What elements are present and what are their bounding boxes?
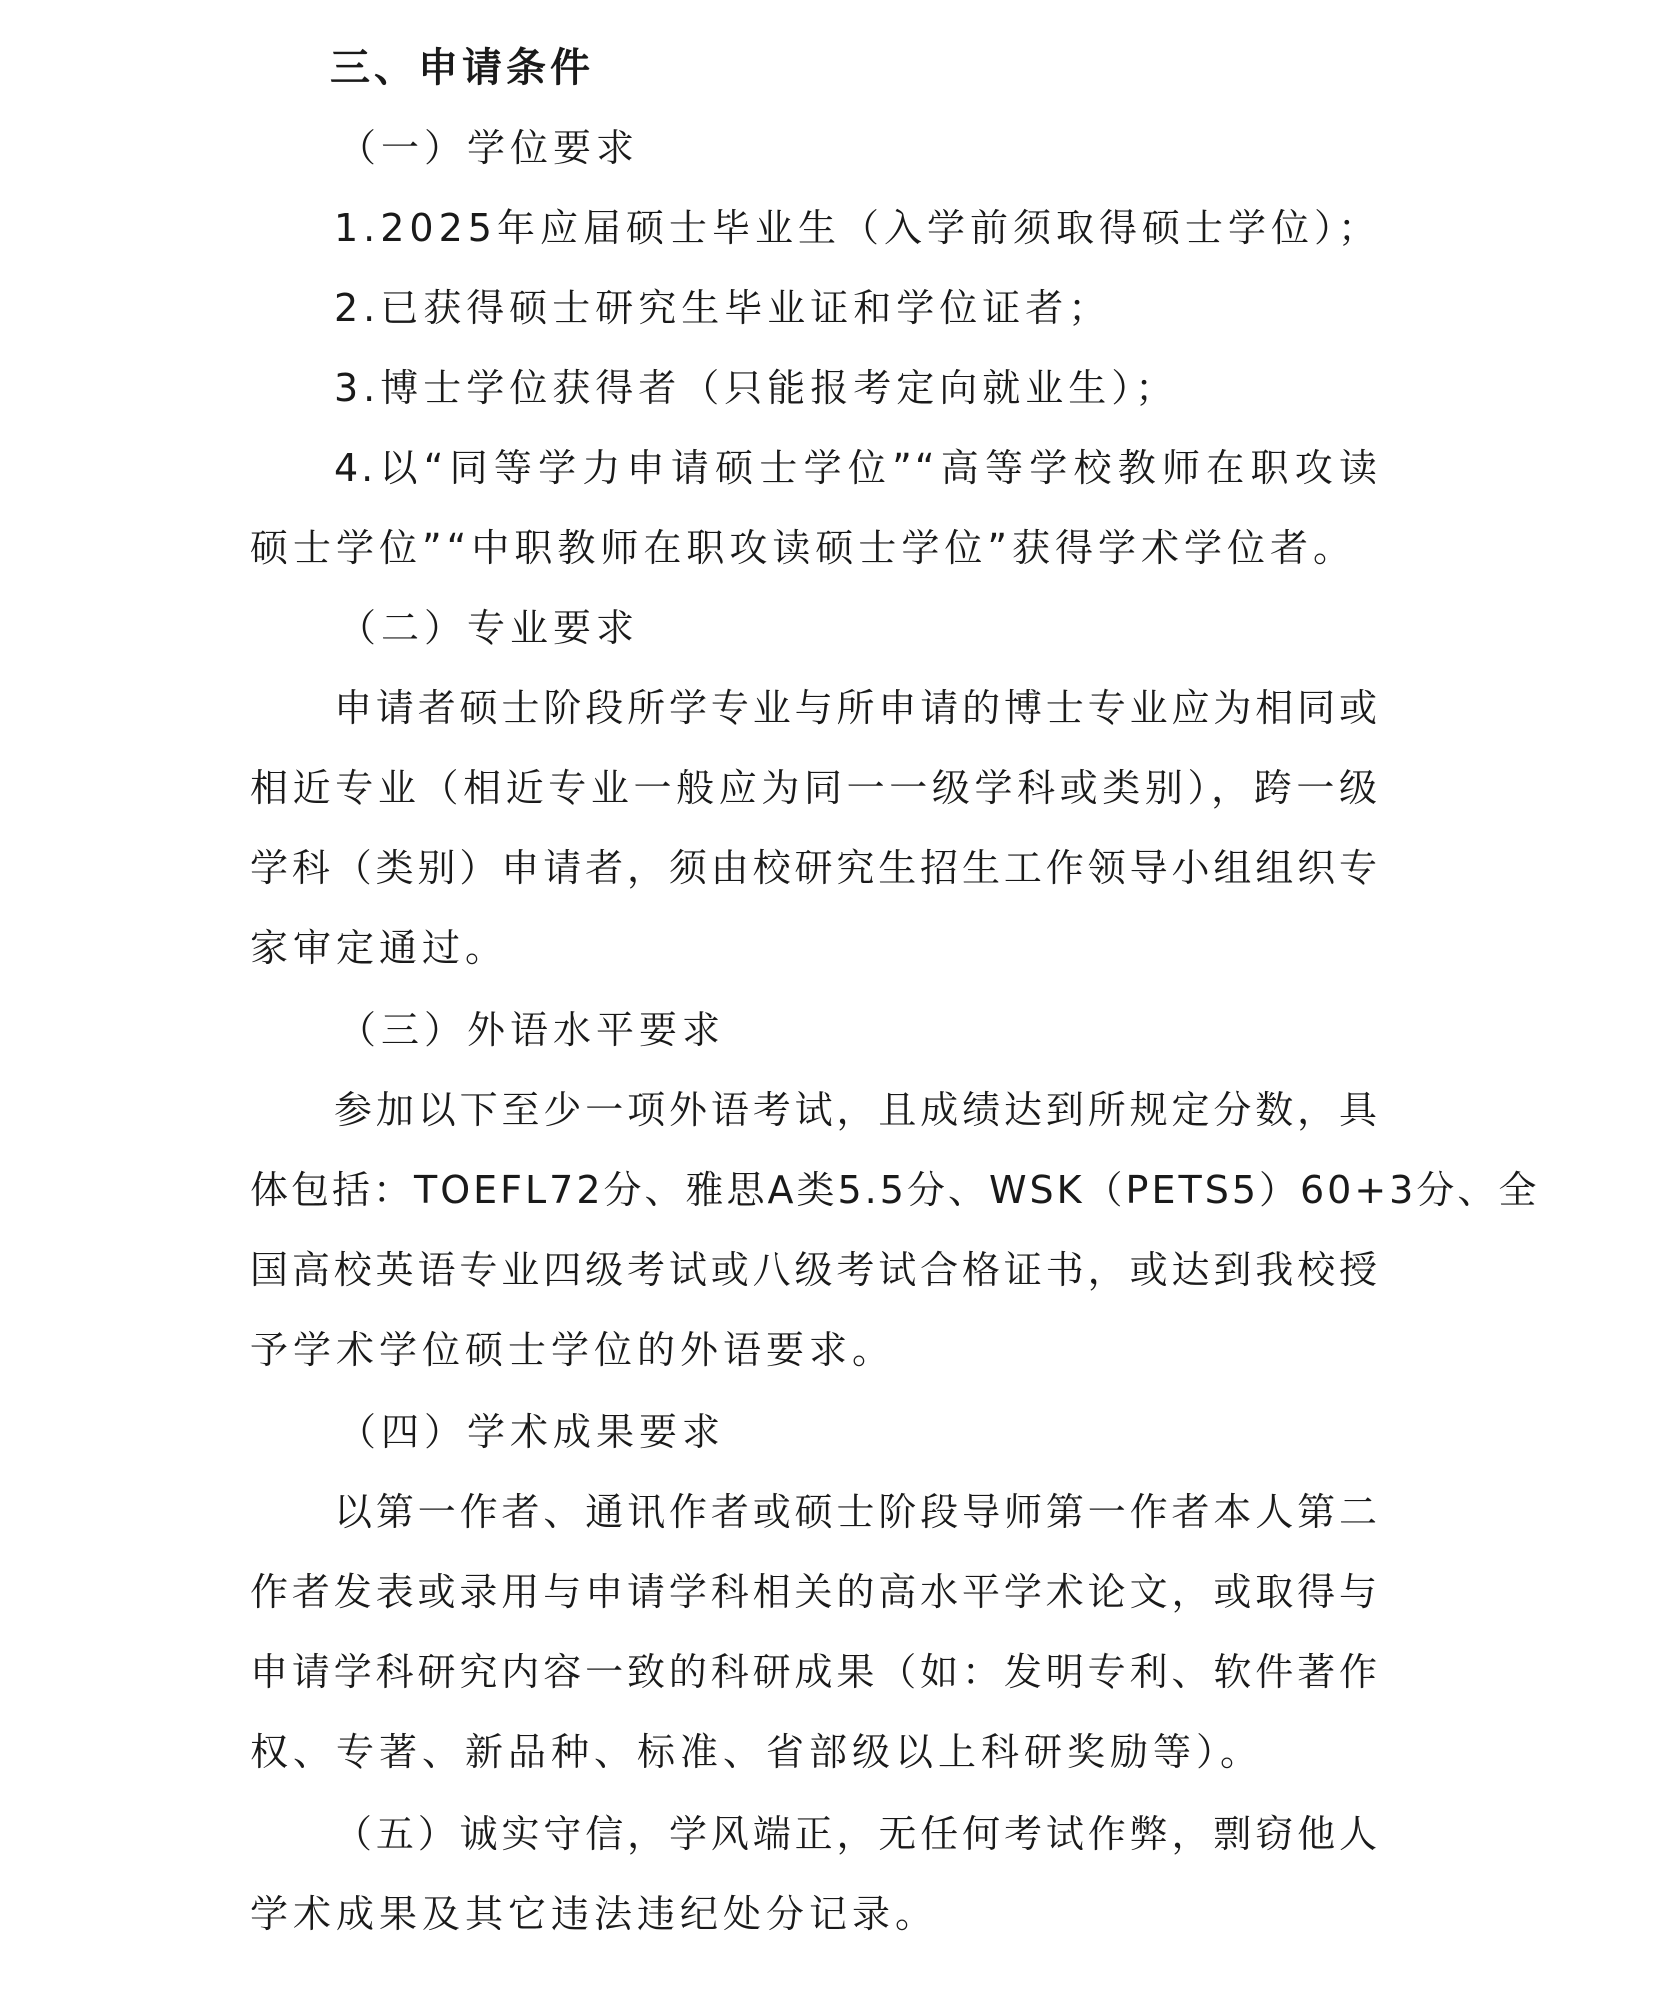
language-heading: （三）外语水平要求: [338, 1008, 726, 1052]
degree-heading: （一）学位要求: [338, 126, 640, 170]
research-line-1: 以第一作者、通讯作者或硕士阶段导师第一作者本人第二: [334, 1490, 1380, 1534]
degree-item-1: 1.2025年应届硕士毕业生（入学前须取得硕士学位）；: [334, 206, 1381, 250]
major-heading: （二）专业要求: [338, 606, 640, 650]
research-line-2: 作者发表或录用与申请学科相关的高水平学术论文，或取得与: [250, 1570, 1380, 1614]
language-line-1: 参加以下至少一项外语考试，且成绩达到所规定分数，具: [334, 1088, 1380, 1132]
research-line-4: 权、专著、新品种、标准、省部级以上科研奖励等）。: [250, 1730, 1264, 1774]
degree-item-4-line-1: 4.以“同等学力申请硕士学位”“高等学校教师在职攻读: [334, 446, 1380, 490]
major-line-3: 学科（类别）申请者，须由校研究生招生工作领导小组组织专: [250, 846, 1380, 890]
research-line-3: 申请学科研究内容一致的科研成果（如：发明专利、软件著作: [250, 1650, 1380, 1694]
major-line-4: 家审定通过。: [250, 926, 509, 970]
degree-item-2: 2.已获得硕士研究生毕业证和学位证者；: [334, 286, 1112, 330]
language-line-4: 予学术学位硕士学位的外语要求。: [250, 1328, 896, 1372]
section-title: 三、申请条件: [330, 45, 594, 91]
language-line-2: 体包括：TOEFL72分、雅思A类5.5分、WSK（PETS5）60+3分、全: [250, 1168, 1540, 1212]
language-line-3: 国高校英语专业四级考试或八级考试合格证书，或达到我校授: [250, 1248, 1380, 1292]
integrity-line-2: 学术成果及其它违法违纪处分记录。: [250, 1892, 939, 1936]
degree-item-3: 3.博士学位获得者（只能报考定向就业生）；: [334, 366, 1179, 410]
integrity-line-1: （五）诚实守信，学风端正，无任何考试作弊，剽窃他人: [334, 1812, 1380, 1856]
degree-item-4-line-2: 硕士学位”“中职教师在职攻读硕士学位”获得学术学位者。: [250, 526, 1357, 570]
research-heading: （四）学术成果要求: [338, 1410, 726, 1454]
major-line-1: 申请者硕士阶段所学专业与所申请的博士专业应为相同或: [334, 686, 1380, 730]
major-line-2: 相近专业（相近专业一般应为同一一级学科或类别），跨一级: [250, 766, 1380, 810]
